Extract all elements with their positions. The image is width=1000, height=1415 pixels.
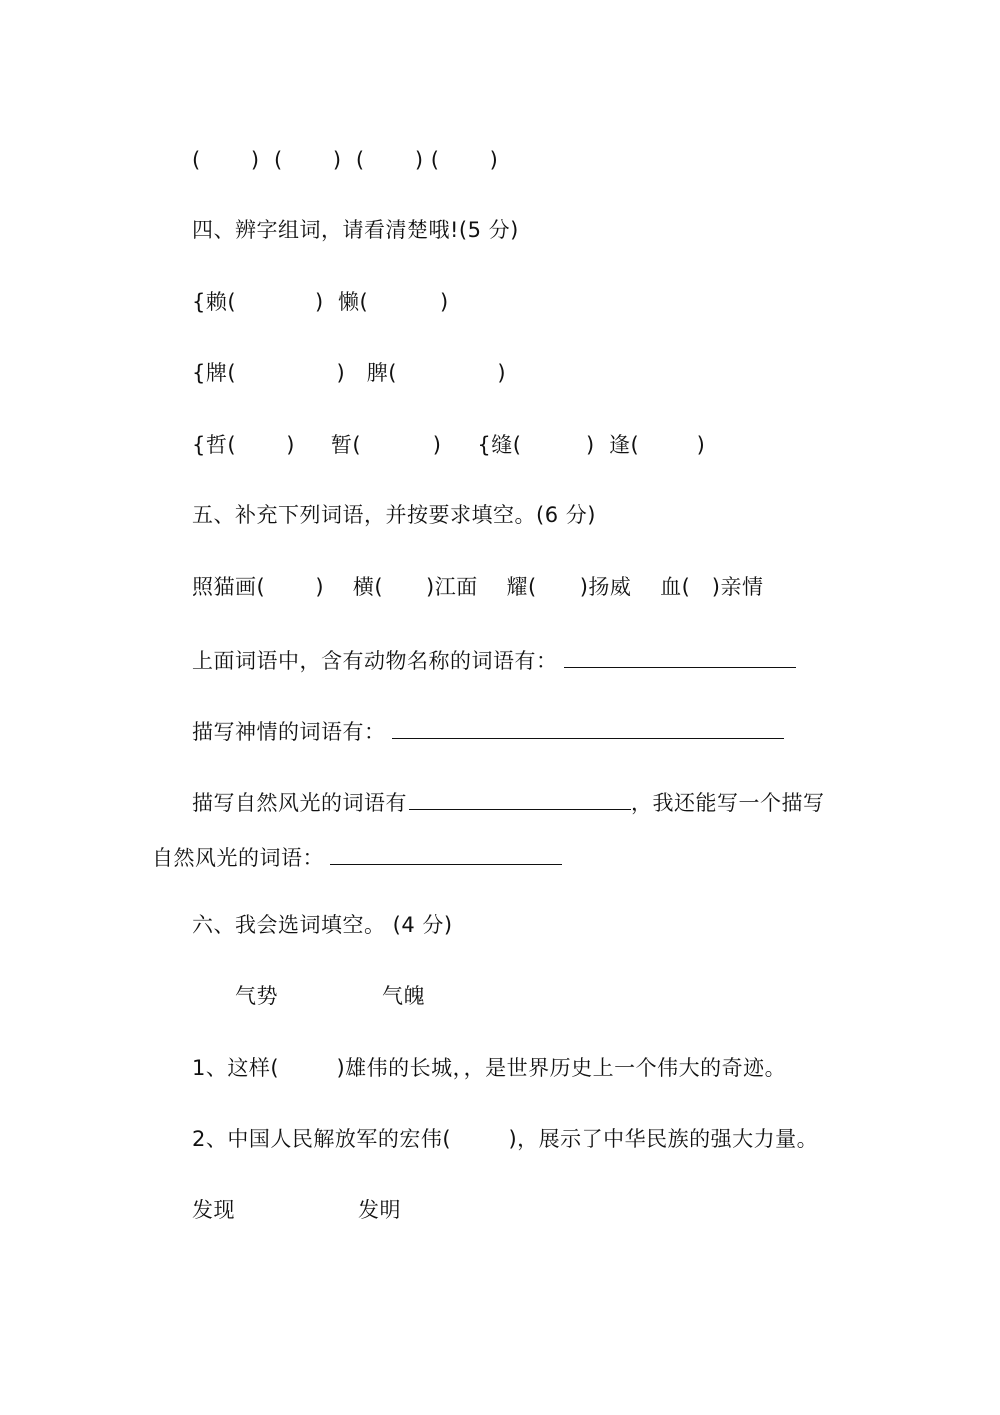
section-4-row-3: {哲( ) 暂( ) {缝( ) 逢( ) — [192, 433, 706, 457]
word-choice-faxian: 发现 — [192, 1198, 235, 1222]
section-6-heading: 六、我会选词填空。 (4 分) — [192, 913, 453, 937]
word-choice-qishi: 气势 — [235, 984, 278, 1008]
word-choice-qipo: 气魄 — [382, 984, 425, 1008]
nature-words-question — [192, 787, 825, 817]
nature-extra-blank[interactable] — [330, 842, 562, 865]
nature-words-continuation: ，我还能写一个描写 — [631, 791, 825, 815]
section-4-row-2: {牌( ) 脾( ) — [192, 361, 507, 385]
section-5-heading: 五、补充下列词语，并按要求填空。(6 分) — [192, 503, 596, 527]
word-choice-faming: 发明 — [358, 1198, 401, 1222]
section-4-heading: 四、辨字组词，请看清楚哦!(5 分) — [192, 218, 519, 242]
expression-words-blank[interactable] — [392, 716, 784, 739]
animal-words-blank[interactable] — [564, 645, 796, 668]
animal-words-prompt: 上面词语中，含有动物名称的词语有： — [192, 649, 558, 673]
section-4-row-1: {赖( ) 懒( ) — [192, 290, 449, 314]
nature-words-prompt: 描写自然风光的词语有 — [192, 791, 407, 815]
nature-extra-question — [152, 842, 562, 872]
top-bracket-row: ( ) ( ) ( ) ( ) — [192, 148, 499, 172]
nature-extra-prompt: 自然风光的词语： — [152, 846, 324, 870]
expression-words-prompt: 描写神情的词语有： — [192, 720, 386, 744]
nature-words-blank[interactable] — [409, 787, 631, 810]
expression-words-question — [192, 716, 784, 746]
sentence-2: 2、中国人民解放军的宏伟( )，展示了中华民族的强大力量。 — [192, 1127, 819, 1151]
animal-words-question — [192, 645, 796, 675]
sentence-1: 1、这样( )雄伟的长城，，是世界历史上一个伟大的奇迹。 — [192, 1056, 787, 1080]
section-5-words-row: 照猫画( ) 横( )江面 耀( )扬威 血( )亲情 — [192, 575, 764, 599]
